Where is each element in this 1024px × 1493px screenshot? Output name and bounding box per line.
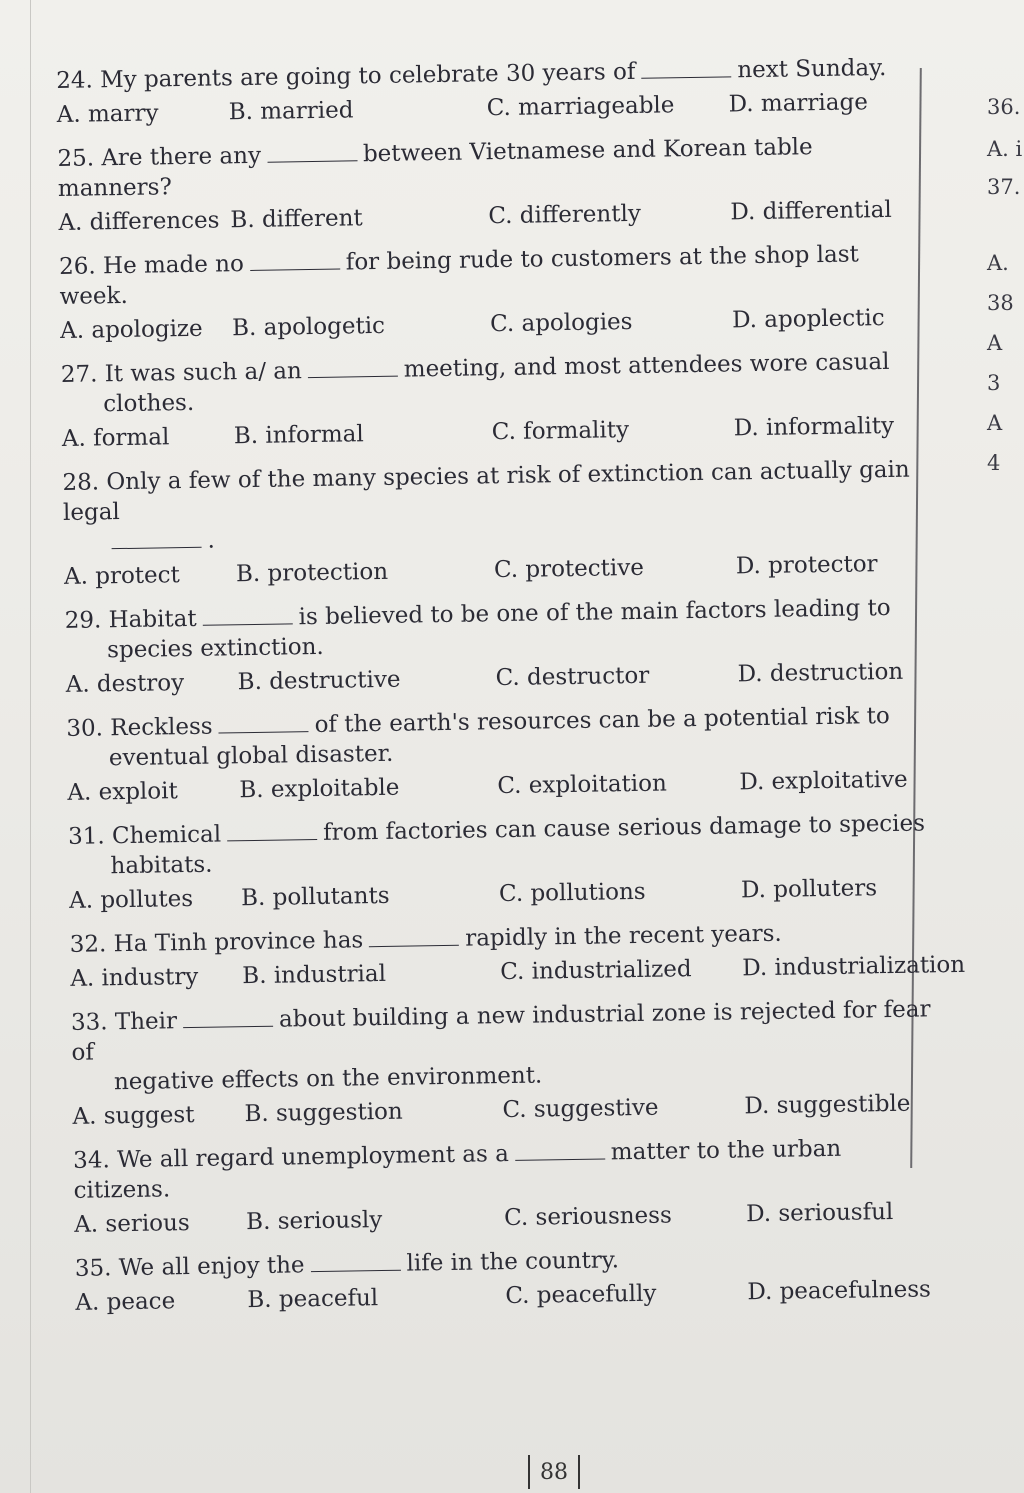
option-b: B. suggestion [244,1098,403,1128]
option-c: C. differently [488,200,642,230]
question-continuation-text: habitats. [110,851,213,880]
question-item [62,454,924,595]
option-d: D. peacefulness [747,1276,932,1306]
option-d: D. seriousful [745,1198,894,1228]
option-b: B. exploitable [239,774,400,804]
right-column-fragment [983,95,1024,535]
question-continuation-text: species extinction. [106,633,324,664]
question-stem [59,238,920,312]
answer-blank [641,58,731,78]
question-text-after: from factories can cause serious damage to species [322,810,926,846]
question-text: 30. Reckless [66,713,213,742]
question-text-after: matter to the urban citizens. [73,1135,842,1204]
question-item [69,916,966,997]
option-c: C. seriousness [503,1202,673,1232]
option-c: C. marriageable [486,92,675,122]
option-d: D. suggestible [744,1090,911,1120]
page-number-bar [578,1455,580,1489]
option-a: A. marry [56,100,159,128]
question-text: 33. Their [70,1008,178,1036]
question-text: 25. Are there any [57,142,262,172]
option-b: B. peaceful [247,1285,379,1314]
question-item [75,1240,936,1322]
option-b: B. informal [233,421,364,450]
question-text-after: about building a new industrial zone is rejected for fear of [71,996,931,1066]
option-a: A. destroy [65,670,185,698]
right-column-text: A [987,411,1003,435]
answer-blank [515,1141,605,1161]
question-item [73,1132,934,1243]
option-b: B. destructive [237,666,401,696]
answer-blank [227,821,317,841]
question-item [61,346,922,457]
question-text: 31. Chemical [67,821,222,850]
option-d: D. exploitative [739,766,908,796]
option-a: A. protect [63,562,180,590]
right-column-text: A. i [987,137,1023,161]
option-d: D. differential [730,196,892,226]
answer-blank [310,1252,400,1272]
question-text-after: for being rude to customers at the shop last week. [59,241,859,310]
option-b: B. pollutants [240,882,390,912]
option-d: D. informality [733,412,895,442]
option-c: C. formality [491,417,630,446]
question-text: 28. Only a few of the many species at risk of extinction can actually gain legal [62,456,910,526]
option-b: B. married [228,97,354,126]
option-a: A. serious [74,1210,190,1238]
option-a: A. apologize [59,315,203,344]
option-b: B. seriously [245,1207,383,1236]
question-text-after: meeting, and most attendees wore casual [403,348,890,383]
option-a: A. exploit [67,778,178,806]
question-continuation-text: . [207,527,215,554]
question-continuation-text: negative effects on the environment. [113,1062,543,1096]
question-stem [73,1132,934,1206]
right-column-text: 4 [987,451,1001,475]
question-text: 35. We all enjoy the [74,1252,305,1282]
answer-blank [183,1008,273,1028]
question-text: 34. We all regard unemployment as a [72,1141,510,1174]
answer-blank [111,529,201,549]
question-item [71,994,933,1135]
option-c: C. suggestive [502,1094,659,1124]
answer-blank [267,142,357,162]
question-text-after: of the earth's resources can be a potential risk to [314,702,890,739]
question-item [68,808,929,919]
question-text-after: between Vietnamese and Korean table manners? [57,134,813,202]
question-text-after: is believed to be one of the main factors leading to [298,594,891,631]
option-a: A. peace [75,1288,176,1316]
question-text: 26. He made no [58,251,245,280]
question-stem [57,130,918,204]
question-item [56,52,917,133]
question-text-after: next Sunday. [737,54,887,84]
option-b: B. different [230,205,363,234]
right-column-text: 38 [987,291,1014,315]
option-d: D. industrialization [742,951,966,982]
option-a: A. formal [61,424,170,452]
question-list [56,52,966,1331]
question-continuation-text: eventual global disaster. [108,740,394,772]
option-c: C. peacefully [505,1280,657,1310]
question-continuation-text: clothes. [103,389,195,418]
question-text: 24. My parents are going to celebrate 30 years of [56,58,636,94]
right-column-text: A [987,331,1003,355]
option-d: D. destruction [737,658,904,688]
right-column-text: 37. [987,175,1021,199]
answer-blank [202,605,292,625]
page-number-bar [528,1455,530,1489]
option-c: C. destructor [495,662,650,692]
right-column-text: 36. [987,95,1021,119]
page-number-text: 88 [540,1459,568,1485]
question-item [57,130,918,241]
option-c: C. apologies [489,308,633,338]
option-a: A. suggest [72,1101,195,1130]
option-d: D. marriage [728,89,869,118]
option-d: D. polluters [740,875,878,904]
option-d: D. apoplectic [731,305,885,334]
question-text: 32. Ha Tinh province has [69,927,364,958]
question-item [64,592,925,703]
option-a: A. pollutes [68,885,194,914]
question-item [66,700,927,811]
page-number [518,1452,590,1492]
page-edge-line [30,0,31,1493]
answer-blank [250,251,340,271]
answer-blank [369,927,459,947]
option-a: A. differences [58,207,220,236]
option-b: B. industrial [242,960,387,990]
option-c: C. pollutions [498,878,646,908]
question-text: 27. It was such a/ an [60,358,302,388]
right-column-text: 3 [987,371,1001,395]
option-c: C. protective [493,554,645,584]
option-c: C. industrialized [500,956,692,986]
option-a: A. industry [70,963,199,992]
question-item [59,238,920,349]
question-text-after: life in the country. [406,1247,620,1277]
right-column-text: A. [987,251,1009,275]
question-text-after: rapidly in the recent years. [465,920,782,952]
question-text: 29. Habitat [64,605,197,634]
answer-blank [308,358,398,378]
option-b: B. protection [235,558,389,588]
option-b: B. apologetic [231,312,386,342]
option-c: C. exploitation [497,770,668,800]
option-d: D. protector [735,551,878,580]
answer-blank [218,713,308,733]
